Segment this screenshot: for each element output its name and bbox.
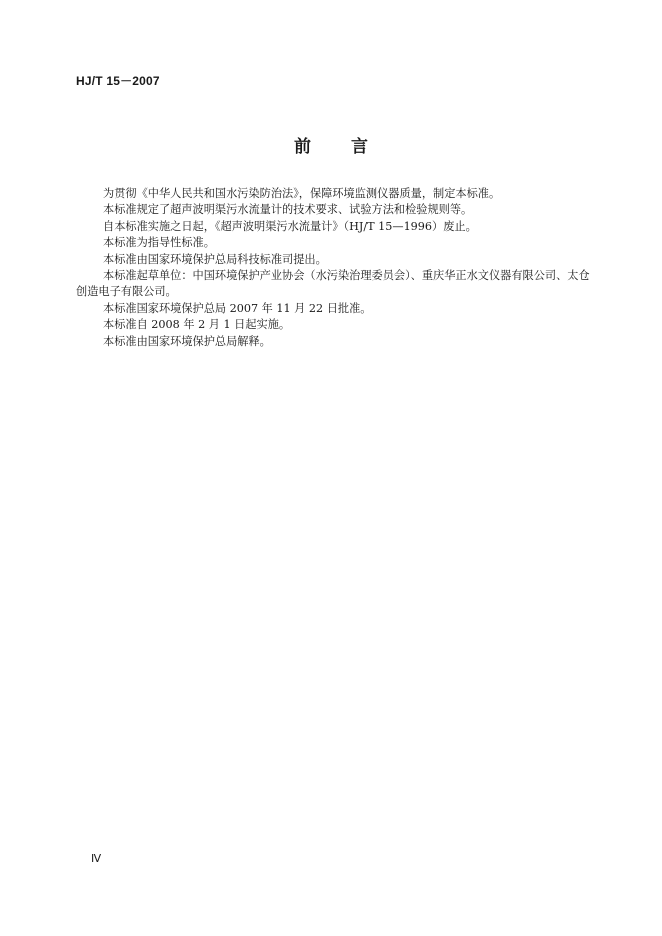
paragraph-approval: 本标准国家环境保护总局 2007 年 11 月 22 日批准。 bbox=[103, 301, 372, 315]
page-number: Ⅳ bbox=[91, 853, 102, 865]
foreword-body bbox=[76, 186, 606, 350]
paragraph-interpretation: 本标准由国家环境保护总局解释。 bbox=[103, 334, 271, 348]
paragraph-purpose: 为贯彻《中华人民共和国水污染防治法》，保障环境监测仪器质量，制定本标准。 bbox=[103, 187, 501, 200]
paragraph-scope: 本标准规定了超声波明渠污水流量计的技术要求、试验方法和检验规则等。 bbox=[103, 203, 473, 217]
paragraph-proposer: 本标准由国家环境保护总局科技标准司提出。 bbox=[103, 252, 327, 266]
page-title: 前言 bbox=[294, 137, 408, 157]
standard-code-header: HJ/T 15－2007 bbox=[76, 74, 160, 88]
paragraph-guidance: 本标准为指导性标准。 bbox=[103, 236, 215, 250]
paragraph-effective-date: 本标准自 2008 年 2 月 1 日起实施。 bbox=[103, 318, 291, 332]
paragraph-supersedes: 自本标准实施之日起，《超声波明渠污水流量计》（HJ/T 15—1996）废止。 bbox=[103, 219, 477, 233]
paragraph-drafters: 本标准起草单位：中国环境保护产业协会（水污染治理委员会）、重庆华正水文仪器有限公司、太仓创造电子有限公司。 bbox=[76, 269, 590, 299]
